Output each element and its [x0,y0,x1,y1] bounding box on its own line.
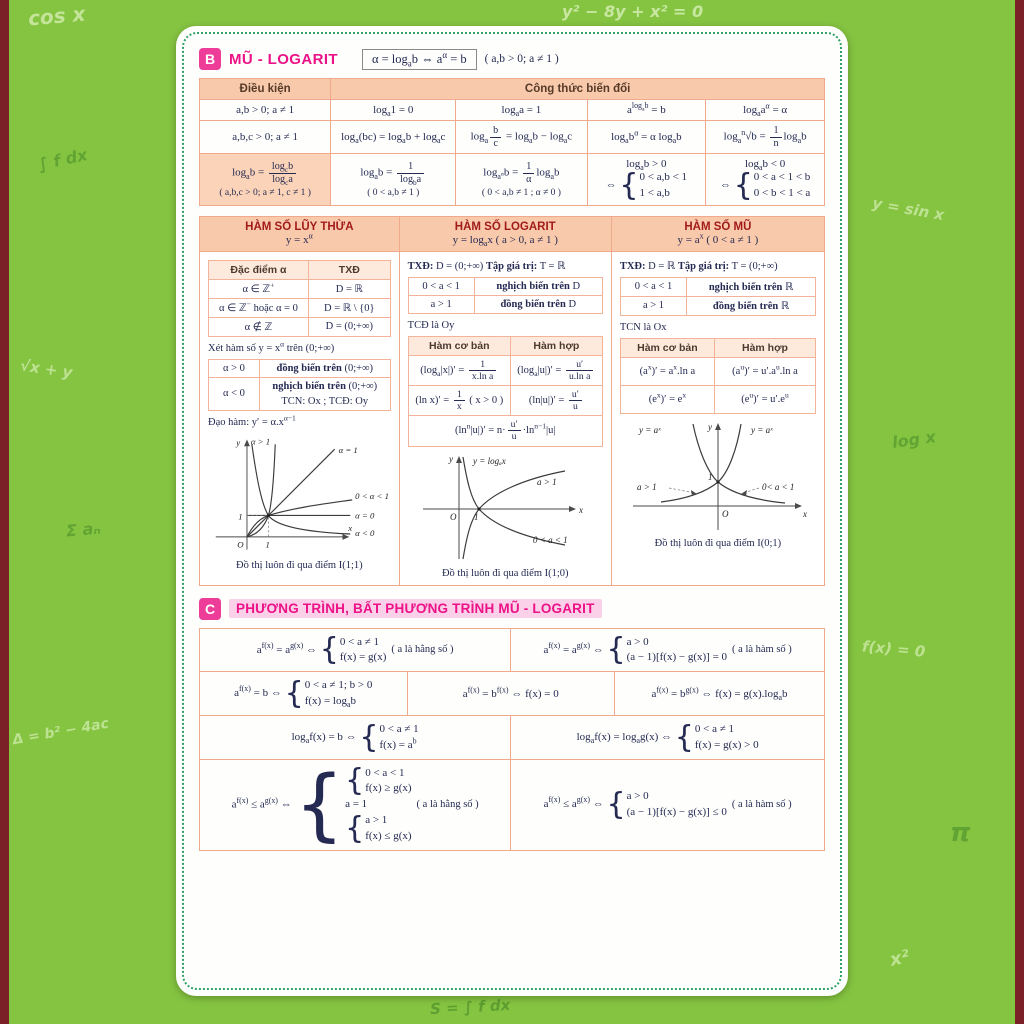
photo-edge-left [0,0,9,1024]
exponential-derivative-table [620,338,816,414]
exponential-function-graph [623,418,813,536]
origin-label: O [450,511,457,522]
table-header-cell: Hàm hợp [714,338,815,357]
table-cell: D = ℝ [308,279,390,298]
curve-label: α = 0 [355,510,375,521]
table-cell: α ∉ ℤ [209,317,309,336]
asymptote-note: TCN: Ox ; TCĐ: Oy [281,395,369,407]
exponential-function-column [612,252,824,585]
formula-cell: $(e^u)' = u'.e^u$ [714,385,815,413]
doodle-text: log x [890,427,937,452]
graph-caption: Đồ thị luôn đi qua điểm I(1;0) [441,567,569,579]
formula-cell: $(\log_a|x|)'$ = $\frac{1}{\text{x.ln a}}$ [408,355,510,385]
table-cell: α > 0 [209,359,260,377]
table-header-cell: Hàm hợp [510,336,602,355]
column-title: HÀM SỐ MŨ [684,220,752,233]
formula-cell: $\log_a1 = 0$ [331,100,456,121]
curve-label: α = 1 [338,445,358,456]
formula-cell: a,b > 0; a ≠ 1 [200,100,331,121]
curve-label: 0< a < 1 [761,481,795,492]
doodle-text: y = sin x [870,193,946,225]
definition-condition: ( a,b > 0; a ≠ 1 ) [484,53,559,65]
column-subtitle: $y = a^x$ ( 0 < a ≠ 1 ) [677,231,759,246]
curve-label: α < 0 [355,527,375,538]
logarit-function-graph [415,451,595,566]
column-title: HÀM SỐ LŨY THỪA [245,220,354,233]
formula-cell: (ln x)′ = $\frac{1}{x}$ ( x > 0 ) [408,386,510,416]
axis-label-x: x [579,504,584,515]
column-subtitle: $y = \log_ax$ ( a > 0, a ≠ 1 ) [452,233,558,249]
definition-formula-box: $\alpha = \log_ab$ ⇔ $a^\alpha = b$ [362,49,477,70]
power-function-column [200,252,400,585]
photo-edge-right [1015,0,1024,1024]
tick-label: 1 [474,511,479,522]
table-cell: nghịch biến trên ℝ [687,277,816,296]
logarit-monotonic-table [408,277,603,314]
table-cell: α ∈ ℤ+ [209,279,309,298]
formula-cell: $a^{log_ab} = b$ [587,100,706,121]
table-cell: D = ℝ \ {0} [308,298,390,317]
function-label: y = logₐx [473,455,506,466]
formula-cell: $\log_ab^\alpha = \alpha$ $\log_ab$ [587,121,706,154]
section-c-header [199,598,825,620]
domain-line: TXĐ: D = ℝ Tập giá trị: T = (0;+∞) [619,260,778,272]
tick-label: 1 [707,471,713,482]
formula-cell: $a^{f(x)} = b$ ⇔ { 0 < a ≠ 1; b > 0 $f(x) = \log_ab$ [200,672,408,716]
doodle-text: ∫ f dx [36,145,90,174]
power-study-note: Xét hàm số $y = x^\alpha$ trên (0;+∞) [208,339,335,354]
section-b-title: MŨ - LOGARIT [229,50,338,68]
asymptote-line: TCN là Ox [619,321,667,333]
table-cell: 0 < a < 1 [408,277,474,295]
table-cell [259,377,390,410]
axis-label-y: y [707,421,712,432]
doodle-text: y² − 8y + x² = 0 [562,2,704,21]
formula-cell: $(e^x)' = e^x$ [620,385,714,413]
doodle-text: Δ = b² − 4ac [11,715,111,749]
power-monotonic-table [208,359,391,411]
table-cell: D = (0;+∞) [308,317,390,336]
table-cell: α ∈ ℤ− hoặc α = 0 [209,298,309,317]
doodle-text: x² [888,946,912,971]
formula-cell: $\log_ab$ = $\frac{\log_cb}{\log_ca}$ ( a,b,c > 0; a ≠ 1, c ≠ 1 ) [200,154,331,206]
formula-cell: $\log_a$ $\frac{b}{c}$ = $\log_ab - \log_ac$ [456,121,587,154]
doodle-text: √x + y [19,356,74,382]
formula-cell: $\log_ab < 0$ ⇔ { 0 < a < 1 < b 0 < b < 1 < a [706,154,825,206]
power-domain-table [208,260,391,337]
origin-label: O [237,539,244,550]
logarit-derivative-table [408,336,603,447]
table-header-cell: Hàm cơ bản [408,336,510,355]
exponential-column-header [612,217,824,252]
power-function-graph [208,433,398,558]
axis-label-y: y [449,453,454,464]
section-b-header [199,48,825,70]
formula-cell: $(a^x)' = a^x.\ln$ a [620,357,714,385]
curve-label: a > 1 [636,481,657,492]
curve-label: a > 1 [537,476,557,487]
card-inner [182,32,842,990]
function-label: y = aˣ [638,424,661,435]
formula-cell: $(a^u)' = u'.a^u.\ln$ a [714,357,815,385]
power-column-header [200,217,400,252]
table-header-cell: TXĐ [308,260,390,279]
graph-caption: Đồ thị luôn đi qua điểm I(1;1) [236,559,363,571]
formula-cell: $\log_aa^\alpha = \alpha$ [706,100,825,121]
formula-cell: $\log_a^n√b$ = $\frac{1}{n}$ $\log_ab$ [706,121,825,154]
t1-header-formulas: Công thức biến đổi [331,79,825,100]
logarit-function-column [400,252,612,585]
table-header-cell: Đặc điểm α [209,260,309,279]
table-cell: đồng biến trên (0;+∞) [259,359,390,377]
doodle-text: Σ aₙ [65,518,102,541]
formula-cell: a,b,c > 0; a ≠ 1 [200,121,331,154]
function-comparison-section [199,216,825,586]
tick-label: 1 [265,539,270,550]
equations-table [199,628,825,851]
log-identities-table [199,78,825,206]
function-label: y = aˣ [750,424,773,435]
formula-cell: $(\log_a|u|)'$ = $\frac{u'}{\text{u.ln a}}$ [510,355,602,385]
formula-cell: $a^{f(x)} = a^{g(x)}$ ⇔ { a > 0 (a − 1)[f(x) − g(x)] = 0 ( a là hàm số ) [511,628,825,672]
formula-cell: $\log_af(x) = b$ ⇔ { 0 < a ≠ 1 $f(x) = a^b$ [200,715,511,759]
monotonic-text: nghịch biến trên (0;+∞) [272,380,378,392]
table-cell: 0 < a < 1 [620,277,686,296]
formula-cell: $a^{f(x)} \le a^{g(x)}$ ⇔ { a > 0 (a − 1)[f(x) − g(x)] ≤ 0 ( a là hàm số ) [511,759,825,850]
graph-caption: Đồ thị luôn đi qua điểm I(0;1) [654,537,782,549]
column-subtitle: $y = x^\alpha$ [285,231,313,246]
derivative-note: Đạo hàm: $y' = \alpha.x^{\alpha-1}$ [208,413,296,428]
column-title: HÀM SỐ LOGARIT [454,220,556,233]
doodle-text: f(x) = 0 [861,637,927,661]
domain-line: TXĐ: D = (0;+∞) Tập giá trị: T = ℝ [407,260,566,272]
formula-cell: $\log_ab > 0$ ⇔ { 0 < a,b < 1 1 < a,b [587,154,706,206]
axis-label-y: y [236,437,241,448]
formula-cell: $\log_aa = 1$ [456,100,587,121]
formula-cell: $\log_af(x) = \log_ag(x)$ ⇔ { 0 < a ≠ 1 f(x) = g(x) > 0 [511,715,825,759]
formula-sheet-card [176,26,848,996]
curve-label: 0 < a < 1 [533,534,568,545]
formula-cell: $a^{f(x)} \le a^{g(x)}$ ⇔ { { 0 < a < 1 f(x) ≥ g(x) a = 1 { a > 1 f(x) ≤ g(x) ( a là hằng số ) [200,759,511,850]
table-cell: đồng biến trên D [474,295,602,313]
formula-cell: $a^{f(x)} = b^{f(x)}$ ⇔ f(x) = 0 [407,672,615,716]
section-b-badge: B [199,48,221,70]
table-cell: α < 0 [209,377,260,410]
logarit-column-header [400,217,612,252]
formula-cell: $\log_{a^\alpha}b$ = $\frac{1}{\alpha}$ $\log_ab$ ( 0 < a,b ≠ 1 ; α ≠ 0 ) [456,154,587,206]
table-cell: a > 1 [620,296,686,315]
origin-label: O [721,508,729,519]
curve-label: α > 1 [250,436,271,447]
curve-label: 0 < α < 1 [355,490,390,501]
formula-cell: $a^{f(x)} = a^{g(x)}$ ⇔ { 0 < a ≠ 1 f(x) = g(x) ( a là hằng số ) [200,628,511,672]
formula-cell: $(\ln^n|u|)' = n\cdot$ $\frac{u'}{u}$ $\cdot\ln^{n-1}|u|$ [408,416,602,446]
section-c-badge: C [199,598,221,620]
formula-cell: $\log_a(bc) = \log_ab + \log_ac$ [331,121,456,154]
table-cell: đồng biến trên ℝ [687,296,816,315]
table-cell: a > 1 [408,295,474,313]
exponential-monotonic-table [620,277,816,316]
tick-label: 1 [238,511,243,522]
formula-cell: $a^{f(x)} = b^{g(x)}$ ⇔ $f(x) = g(x).\log_ab$ [615,672,825,716]
table-cell: nghịch biến trên D [474,277,602,295]
doodle-text: π [950,818,971,848]
doodle-text: cos x [27,1,87,31]
t1-header-condition: Điều kiện [200,79,331,100]
axis-label-x: x [348,523,353,534]
formula-cell: $\log_ab$ = $\frac{1}{\log_ba}$ ( 0 < a,b ≠ 1 ) [331,154,456,206]
asymptote-line: TCĐ là Oy [407,319,455,331]
section-c-title: PHƯƠNG TRÌNH, BẤT PHƯƠNG TRÌNH MŨ - LOGARIT [229,599,602,618]
doodle-text: S = ∫ f dx [429,995,511,1019]
formula-cell: (ln|u|)′ = $\frac{u'}{u}$ [510,386,602,416]
axis-label-x: x [802,508,807,519]
table-header-cell: Hàm cơ bản [620,338,714,357]
